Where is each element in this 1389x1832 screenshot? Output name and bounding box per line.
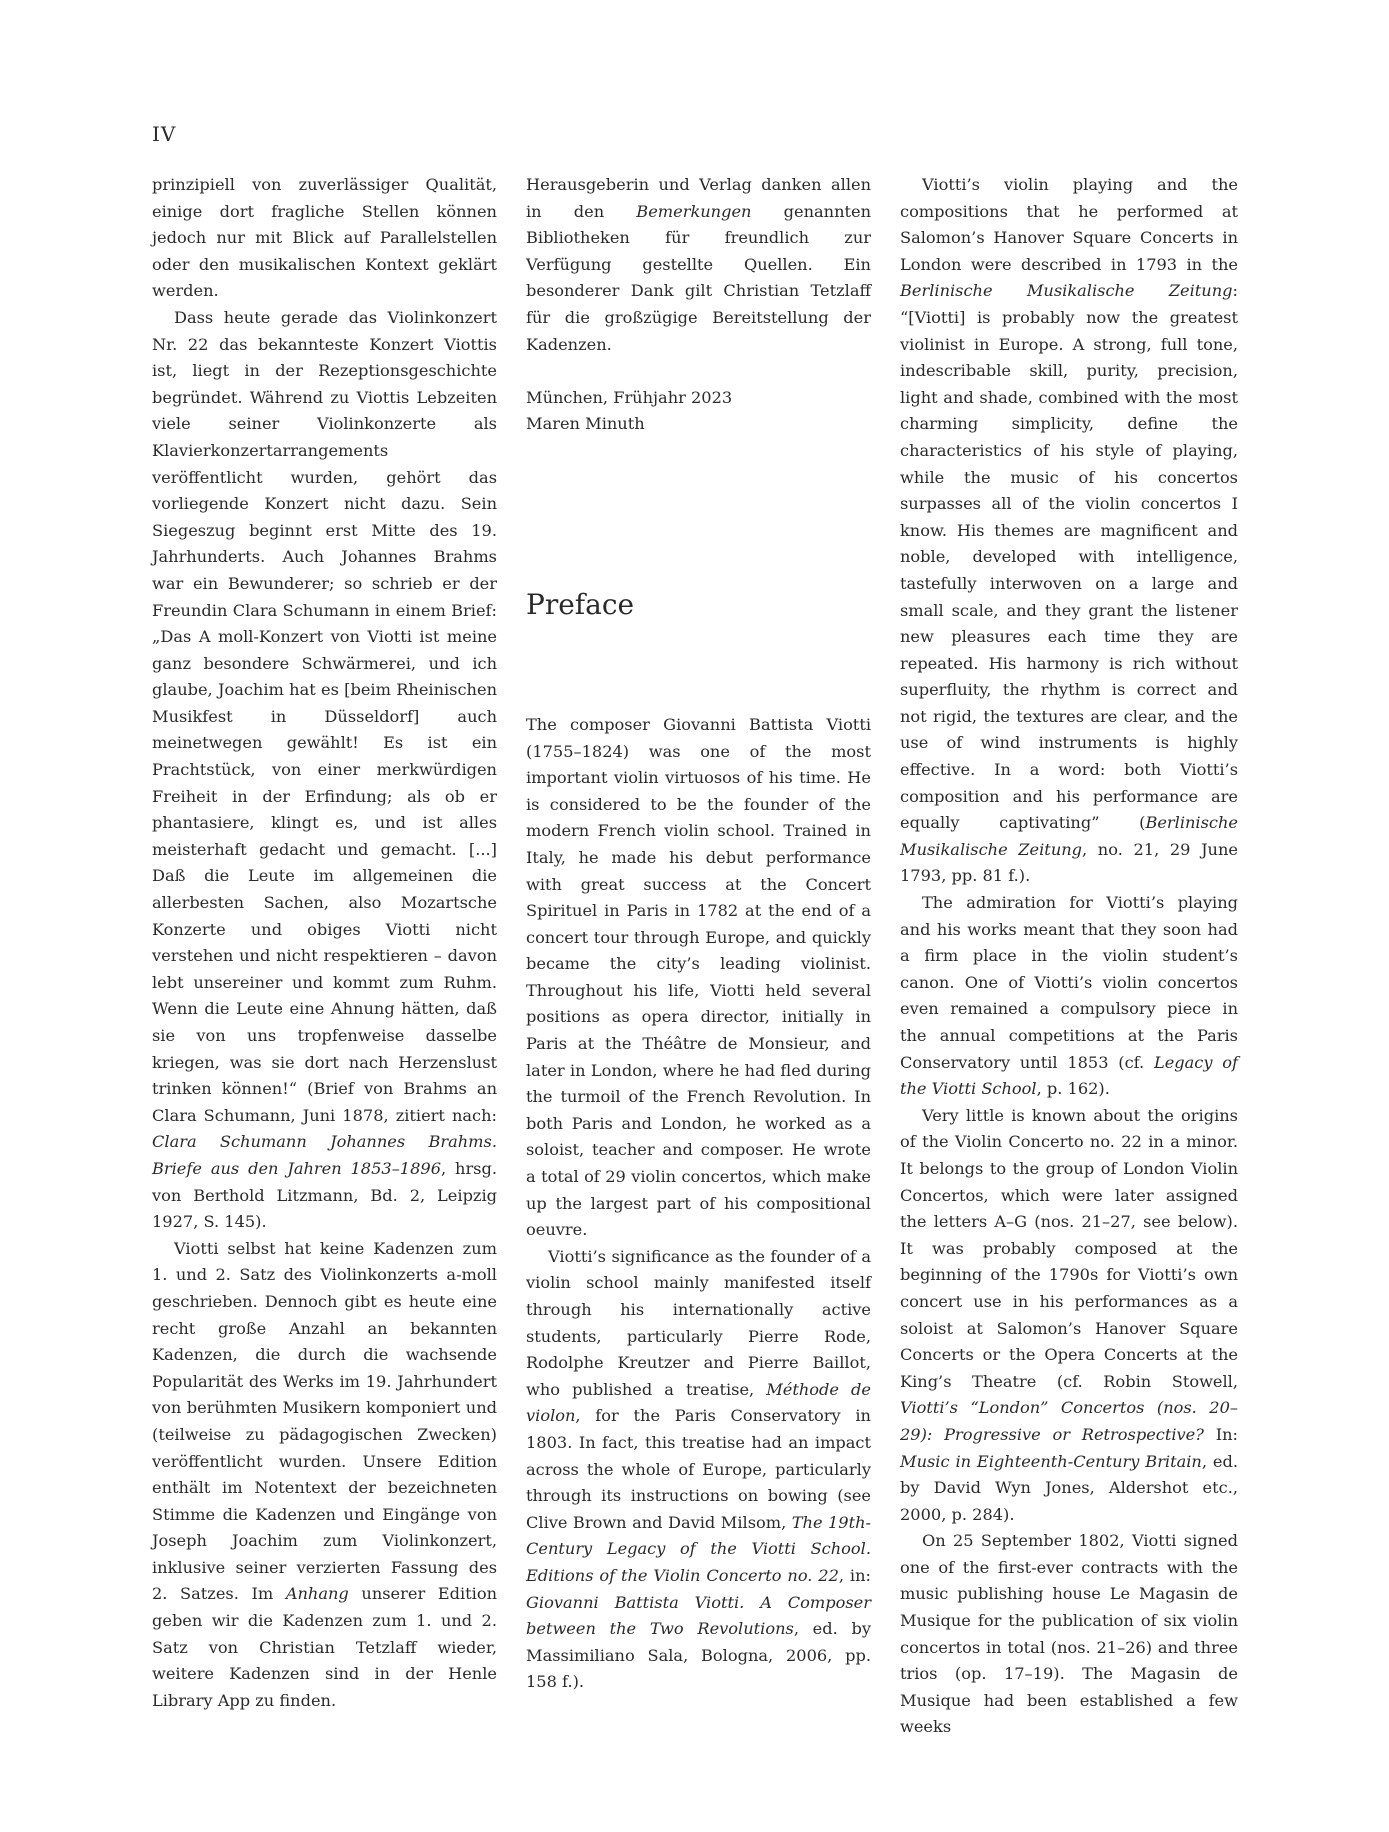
paragraph-thanks bbox=[526, 172, 871, 358]
column-right bbox=[900, 172, 1238, 1741]
text-run: , in: bbox=[838, 1565, 871, 1585]
citation-title: Berlinische Musikalische Zeitung bbox=[900, 813, 1238, 859]
paragraph-brahms bbox=[152, 305, 497, 1236]
text-run: , hrsg. von Berthold Litzmann, Bd. 2, Leipzig 1927, S. 145). bbox=[152, 1158, 497, 1232]
text-run: Very little is known about the origins of the Violin Concerto no. 22 in a minor. It belongs to the group of London Violin Concertos, which were later assigned the letters A–G (nos. 21–27, see below). It was probably composed at the beginning of the 1790s for Viotti’s own concert use in his performances as a soloist at Salomon’s Hanover Square Concerts or the Opera Concerts at the King’s Theatre (cf. Robin Stowell, bbox=[900, 1105, 1238, 1391]
citation-title: Legacy of the Viotti School bbox=[900, 1052, 1238, 1099]
text-run: Viotti’s significance as the founder of a violin school mainly manifested itself through his internationally active students, particularly Pierre Rode, Rodolphe Kreutzer and Pierre Baillot, who published a treatise, bbox=[526, 1246, 871, 1399]
column-left bbox=[152, 172, 497, 1714]
text-run: Herausgeberin und Verlag danken allen in den bbox=[526, 175, 871, 221]
text-run: Viotti selbst hat keine Kadenzen zum 1. und 2. Satz des Violinkonzerts a-moll geschrieben. Dennoch gibt es heute eine recht große Anzahl an bekannten Kadenzen, die durch die wachsende Popularität des Werks im 19. Jahrhundert von berühmten Musikern komponiert und (teilweise zu pädagogischen Zwecken) veröffentlicht wurden. Unsere Edition enthält im Notentext der bezeichneten Stimme die Kadenzen und Eingänge von Joseph Joachim zum Violinkonzert, inklusive seiner verzierten Fassung des 2. Satzes. Im bbox=[152, 1238, 497, 1604]
text-run: , p. 162). bbox=[1036, 1079, 1110, 1099]
citation-title: Méthode de violon bbox=[526, 1379, 871, 1426]
paragraph-violin-school bbox=[526, 1244, 871, 1696]
text-run: Dass heute gerade das Violinkonzert Nr. 22 das bekannteste Konzert Viottis ist, liegt in der Rezeptionsgeschichte begründet. Während zu Viottis Lebzeiten viele seiner Violinkonzerte als Klavierkonzertarrangements veröffentlicht wurden, gehört das vorliegende Konzert nicht dazu. Sein Siegeszug beginnt erst Mitte des 19. Jahrhunderts. Auch Johannes Brahms war ein Bewunderer; so schrieb er der Freundin Clara Schumann in einem Brief: „Das A moll-Konzert von Viotti ist meine ganz besondere Schwärmerei, und ich glaube, Joachim hat es [beim Rheinischen Musikfest in Düsseldorf] auch meinetwegen gewählt! Es ist ein Prachtstück, von einer merkwürdigen Freiheit in der Erfindung; als ob er phantasiere, klingt es, und ist alles meisterhaft gedacht und gemacht. [...] Daß die Leute im allgemeinen die allerbesten Sachen, also Mozartsche Konzerte und obiges Viotti nicht verstehen und nicht respektieren – davon lebt unsereiner und kommt zum Ruhm. Wenn die Leute eine Ahnung hätten, daß sie von uns tropfenweise dasselbe kriegen, was sie dort nach Herzenslust trinken können!“ (Brief von Brahms an Clara Schumann, Juni 1878, zitiert nach: bbox=[152, 307, 497, 1125]
author-name: Maren Minuth bbox=[526, 414, 645, 434]
text-run: genannten Bibliotheken für freundlich zur Verfügung gestellte Quellen. Ein besonderer Dank gilt Christian Tetzlaff für die großzügige Bereitstellung der Kadenzen. bbox=[526, 201, 872, 354]
citation-title: Music in Eighteenth-Century Britain bbox=[900, 1451, 1202, 1471]
page-number: IV bbox=[152, 122, 177, 146]
text-run: , no. 21, 29 June 1793, pp. 81 f.). bbox=[900, 839, 1238, 886]
text-run: , ed. by Massimiliano Sala, Bologna, 2006, pp. 158 f.). bbox=[526, 1619, 871, 1692]
paragraph-contract: On 25 September 1802, Viotti signed one of the first-ever contracts with the music publishing house Le Magasin de Musique for the publication of six violin concertos in total (nos. 21–26) and three trios (op. 17–19). The Magasin de Musique had been established a few weeks bbox=[900, 1531, 1238, 1737]
column-middle bbox=[526, 172, 871, 1696]
place-date: München, Frühjahr 2023 bbox=[526, 387, 733, 407]
text-run: The admiration for Viotti’s playing and his works meant that they soon had a firm place in the violin student’s canon. One of Viotti’s violin concertos even remained a compulsory piece in the annual competitions at the Paris Conservatory until 1853 (cf. bbox=[900, 893, 1238, 1072]
section-heading: Preface bbox=[526, 587, 635, 621]
paragraph-admiration bbox=[900, 890, 1238, 1103]
paragraph-cadenzas bbox=[152, 1236, 497, 1715]
citation-title: Viotti’s “London” Concertos (nos. 20–29): Progressive or Retrospective? bbox=[900, 1398, 1238, 1444]
citation-title: Berlinische Musikalische Zeitung bbox=[900, 281, 1233, 301]
citation-title: The 19th-Century Legacy of the Viotti School. Editions of the Violin Concerto no. 22 bbox=[526, 1512, 871, 1585]
citation-title: Clara Schumann Johannes Brahms. Briefe aus den Jahren 1853–1896 bbox=[152, 1132, 497, 1178]
paragraph-zeitung bbox=[900, 172, 1238, 890]
citation-title: Giovanni Battista Viotti. A Composer between the Two Revolutions bbox=[526, 1592, 871, 1639]
spacer bbox=[526, 358, 871, 385]
anhang-term: Anhang bbox=[285, 1584, 349, 1604]
text-run: , for the Paris Conservatory in 1803. In fact, this treatise had an impact across the whole of Europe, particularly through its instructions on bowing (see Clive Brown and David Milsom, bbox=[526, 1406, 871, 1532]
paragraph-preface-intro: The composer Giovanni Battista Viotti (1755–1824) was one of the most important violin virtuosos of his time. He is considered to be the founder of the modern French violin school. Trained in Italy, he made his debut performance with great success at the Concert Spirituel in Paris in 1782 at the end of a concert tour through Europe, and quickly became the city’s leading violinist. Throughout his life, Viotti held several positions as opera director, initially in Paris at the Théâtre de Monsieur, and later in London, where he had fled during the turmoil of the French Revolution. In both Paris and London, he worked as a soloist, teacher and composer. He wrote a total of 29 violin concertos, which make up the largest part of his compositional oeuvre. bbox=[526, 714, 871, 1240]
text-run: , ed. by David Wyn Jones, Aldershot etc., 2000, p. 284). bbox=[900, 1451, 1238, 1524]
bemerkungen-term: Bemerkungen bbox=[636, 201, 752, 221]
text-run: unserer Edition geben wir die Kadenzen zum 1. und 2. Satz von Christian Tetzlaff wieder, weitere Kadenzen sind in der Henle Library App zu finden. bbox=[152, 1584, 498, 1710]
text-run: : “[Viotti] is probably now the greatest violinist in Europe. A strong, full tone, indescribable skill, purity, precision, light and shade, combined with the most charming simplicity, define the characteristics of his style of playing, while the music of his concertos surpasses all of the violin concertos I know. His themes are magnificent and noble, developed with intelligence, tastefully interwoven on a large and small scale, and they grant the listener new pleasures each time they are repeated. His harmony is rich without superfluity, the rhythm is correct and not rigid, the textures are clear, and the use of wind instruments is highly effective. In a word: both Viotti’s composition and his performance are equally captivating” ( bbox=[900, 281, 1238, 833]
paragraph-continued: prinzipiell von zuverlässiger Qualität, einige dort fragliche Stellen können jedoch nur mit Blick auf Parallelstellen oder den musikalischen Kontext geklärt werden. bbox=[152, 175, 497, 301]
text-run: In: bbox=[1203, 1424, 1238, 1444]
paragraph-origins bbox=[900, 1103, 1238, 1529]
text-run: Viotti’s violin playing and the compositions that he performed at Salomon’s Hanover Square Concerts in London were described in 1793 in the bbox=[900, 175, 1238, 274]
